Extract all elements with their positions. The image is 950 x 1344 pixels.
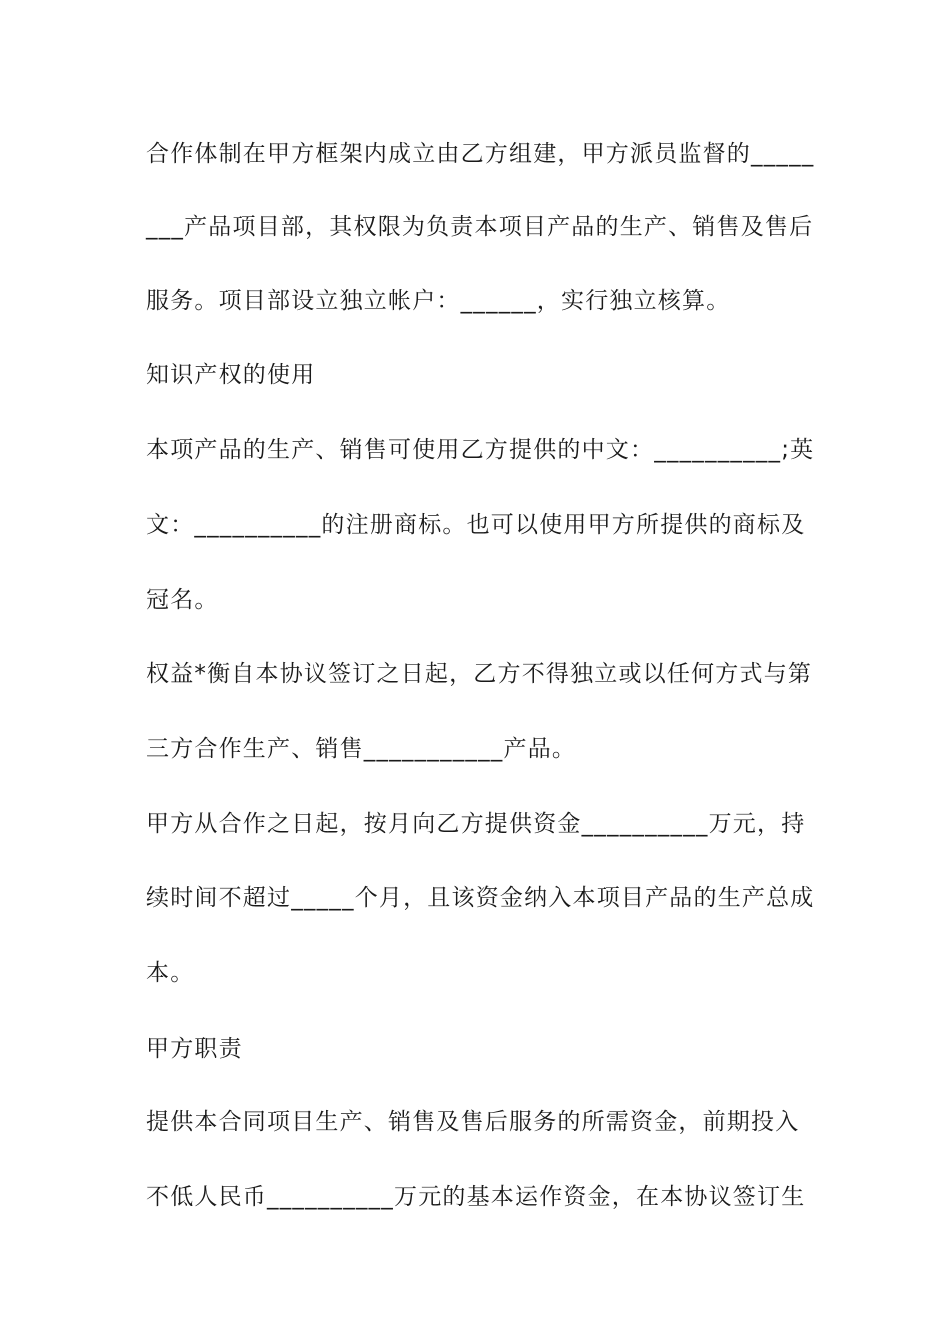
section-heading: 甲方职责 [146, 1036, 243, 1062]
text-line: 服务。项目部设立独立帐户：______，实行独立核算。 [146, 288, 731, 314]
text-line: 续时间不超过_____个月，且该资金纳入本项目产品的生产总成 [146, 885, 815, 911]
text-line: 权益*衡自本协议签订之日起，乙方不得独立或以任何方式与第 [146, 661, 813, 687]
text-line: 提供本合同项目生产、销售及售后服务的所需资金，前期投入 [146, 1109, 800, 1135]
text-line: 本项产品的生产、销售可使用乙方提供的中文：__________;英 [146, 437, 815, 463]
section-heading: 知识产权的使用 [146, 362, 316, 388]
text-line: 合作体制在甲方框架内成立由乙方组建，甲方派员监督的_____ [146, 141, 815, 167]
text-line: 甲方从合作之日起，按月向乙方提供资金__________万元，持 [146, 811, 806, 837]
text-line: 文：__________的注册商标。也可以使用甲方所提供的商标及 [146, 512, 806, 538]
text-line: 冠名。 [146, 587, 219, 613]
text-line: 本。 [146, 960, 195, 986]
text-line: 不低人民币__________万元的基本运作资金，在本协议签订生 [146, 1184, 806, 1210]
text-line: 三方合作生产、销售___________产品。 [146, 736, 577, 762]
text-line: ___产品项目部，其权限为负责本项目产品的生产、销售及售后 [146, 214, 814, 240]
